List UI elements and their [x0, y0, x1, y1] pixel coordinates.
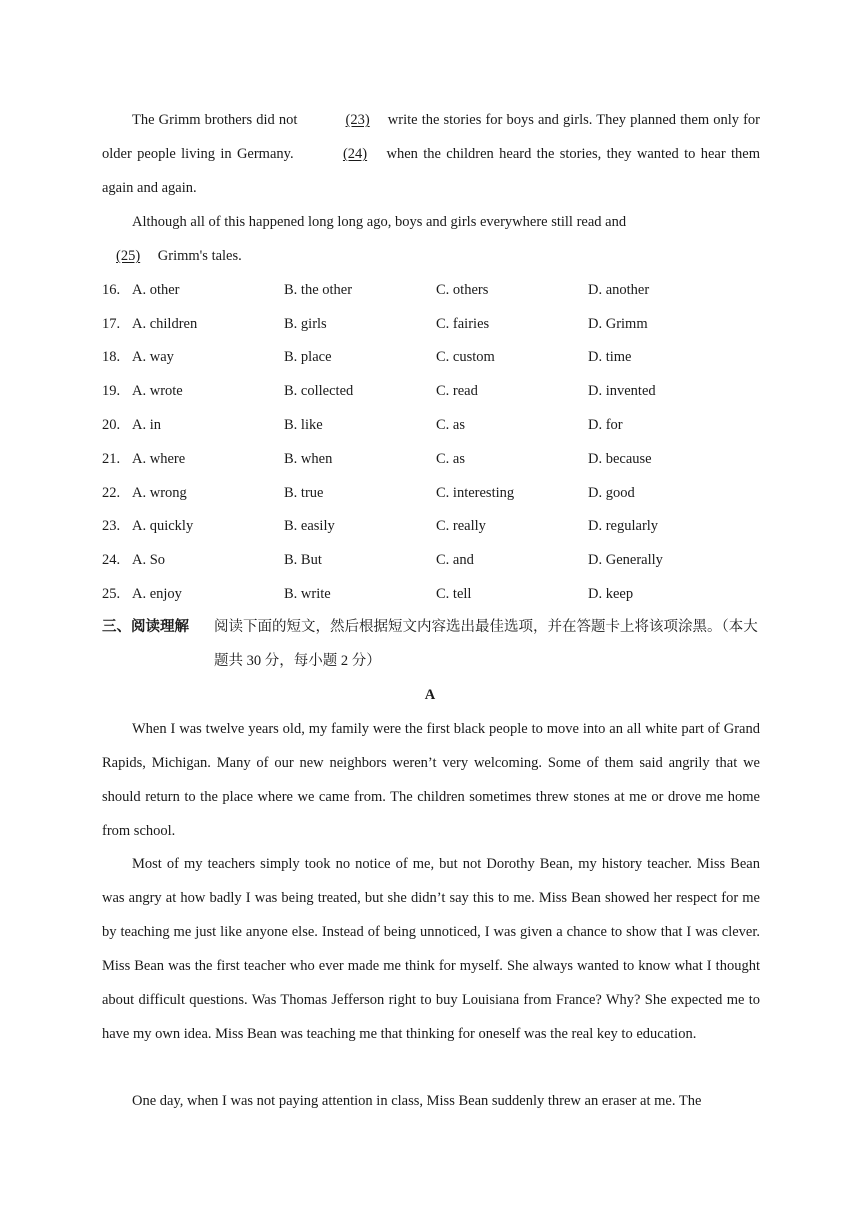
- question-row: [102, 442, 762, 476]
- option-a: A. where: [132, 451, 186, 467]
- option-c: C. others: [436, 282, 489, 298]
- option-d: D. Grimm: [588, 316, 648, 332]
- option-d: D. good: [588, 485, 635, 501]
- option-d: D. because: [588, 451, 652, 467]
- option-a: A. So: [132, 552, 166, 568]
- cloze-text: Although all of this happened long long ago, boys and girls everywhere still read and: [132, 214, 627, 230]
- question-row: [102, 509, 762, 543]
- blank-23: (23): [345, 112, 370, 128]
- cloze-paragraph-2-cont: [102, 239, 760, 273]
- question-number: 21.: [102, 451, 121, 467]
- passage-a-paragraph-1: When I was twelve years old, my family were the first black people to move into an all white part of Grand Rapids, Michigan. Many of our new neighbors weren’t very welcoming. Some of them said angrily that we should return to the place where we came from. The children sometimes threw stones at me or drove me home from school.: [102, 721, 760, 839]
- question-row: [102, 307, 762, 341]
- question-row: [102, 374, 762, 408]
- option-b: B. But: [284, 552, 322, 568]
- cloze-text: Grimm's tales.: [157, 248, 242, 264]
- option-d: D. for: [588, 417, 623, 433]
- question-row: [102, 543, 762, 577]
- passage-a-paragraph-3: One day, when I was not paying attention in class, Miss Bean suddenly threw an eraser at me. The: [132, 1093, 702, 1109]
- option-c: C. tell: [436, 586, 472, 602]
- option-a: A. other: [132, 282, 180, 298]
- option-c: C. really: [436, 518, 486, 534]
- question-number: 16.: [102, 282, 121, 298]
- question-row: [102, 476, 762, 510]
- option-c: C. as: [436, 417, 465, 433]
- question-row: [102, 408, 762, 442]
- option-c: C. fairies: [436, 316, 490, 332]
- cloze-text: The Grimm brothers did not: [132, 112, 298, 128]
- option-c: C. custom: [436, 349, 495, 365]
- cloze-text: write the stories for boys and girls. They planned them only for older people living in Germany.: [102, 112, 761, 162]
- question-number: 23.: [102, 518, 121, 534]
- question-number: 17.: [102, 316, 121, 332]
- option-d: D. time: [588, 349, 632, 365]
- option-b: B. like: [284, 417, 323, 433]
- option-a: A. in: [132, 417, 161, 433]
- option-a: A. enjoy: [132, 586, 182, 602]
- cloze-paragraph-2: [102, 205, 760, 239]
- option-a: A. wrong: [132, 485, 187, 501]
- passage-heading: A: [424, 687, 436, 703]
- option-b: B. write: [284, 586, 331, 602]
- option-a: A. way: [132, 349, 174, 365]
- question-row: [102, 577, 762, 611]
- option-c: C. and: [436, 552, 474, 568]
- option-d: D. another: [588, 282, 650, 298]
- option-c: C. interesting: [436, 485, 515, 501]
- option-c: C. as: [436, 451, 465, 467]
- blank-25: (25): [116, 248, 141, 264]
- question-row: [102, 273, 762, 307]
- option-c: C. read: [436, 383, 478, 399]
- option-b: B. when: [284, 451, 333, 467]
- blank-24: (24): [342, 146, 368, 162]
- option-d: D. regularly: [588, 518, 659, 534]
- option-b: B. true: [284, 485, 324, 501]
- option-d: D. invented: [588, 383, 656, 399]
- section-3-label: 三、阅读理解: [102, 619, 189, 635]
- question-number: 24.: [102, 552, 121, 568]
- option-b: B. place: [284, 349, 332, 365]
- question-number: 19.: [102, 383, 121, 399]
- option-b: B. the other: [284, 282, 353, 298]
- question-number: 22.: [102, 485, 121, 501]
- question-number: 18.: [102, 349, 121, 365]
- question-number: 25.: [102, 586, 121, 602]
- option-b: B. girls: [284, 316, 327, 332]
- option-b: B. easily: [284, 518, 335, 534]
- question-number: 20.: [102, 417, 121, 433]
- option-d: D. Generally: [588, 552, 663, 568]
- option-a: A. quickly: [132, 518, 194, 534]
- option-a: A. wrote: [132, 383, 183, 399]
- question-row: [102, 340, 762, 374]
- cloze-text: when the children heard the stories, they wanted to hear them again and again.: [102, 146, 761, 196]
- option-b: B. collected: [284, 383, 354, 399]
- option-d: D. keep: [588, 586, 634, 602]
- passage-a-paragraph-2: Most of my teachers simply took no notice of me, but not Dorothy Bean, my history teacher. Miss Bean was angry at how badly I was being treated, but she didn’t say this to me. Miss Bean showed her respect for me by teaching me just like anyone else. Instead of being unnoticed, I was given a chance to show that I was clever. Miss Bean was the first teacher who ever made me think for myself. She always wanted to know what I thought about difficult questions. Was Thomas Jefferson right to buy Louisiana from France? Why? She expected me to have my own idea. Miss Bean was teaching me that thinking for oneself was the real key to education.: [102, 856, 760, 1042]
- cloze-paragraph-1: [102, 103, 760, 205]
- option-a: A. children: [132, 316, 198, 332]
- section-3-instructions: 阅读下面的短文，然后根据短文内容选出最佳选项，并在答题卡上将该项涂黑。（本大题共 30 分，每小题 2 分）: [214, 619, 758, 669]
